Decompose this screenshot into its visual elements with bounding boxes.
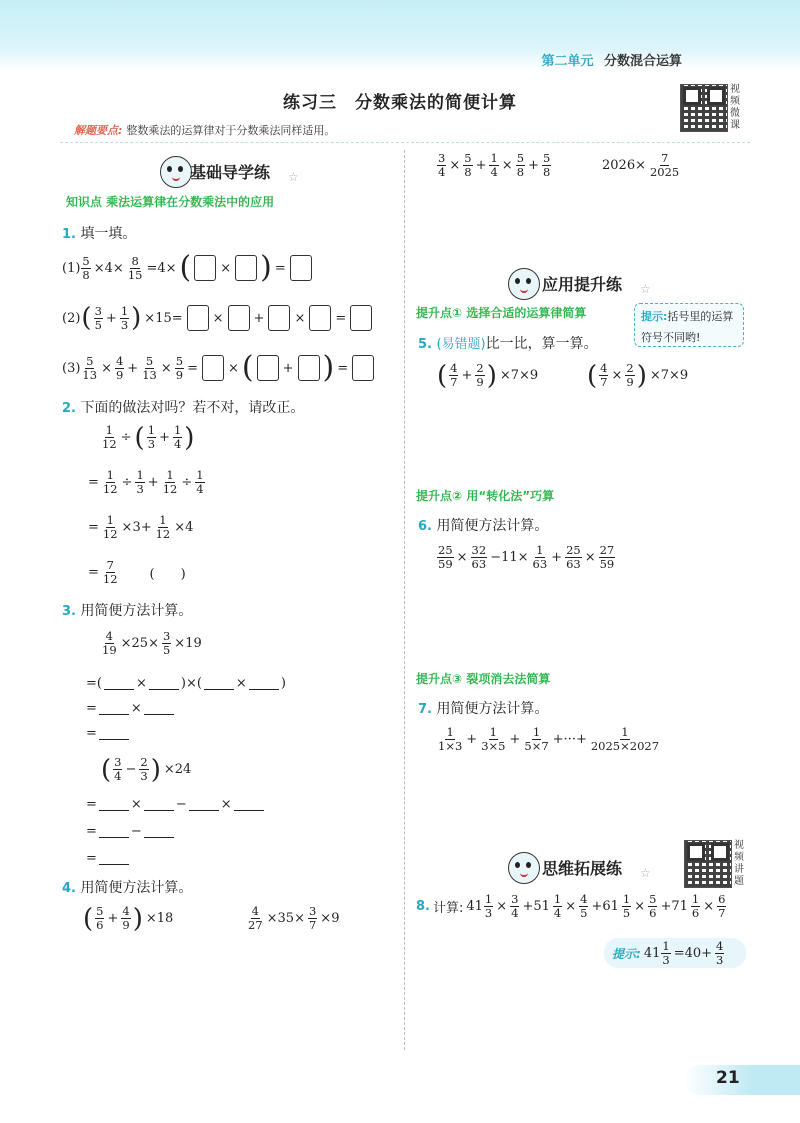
q3b-step2: = − [86,824,176,839]
answer-box[interactable] [257,355,279,381]
tips-text: 整数乘法的运算律对于分数乘法同样适用。 [126,124,336,137]
tip-box: 提示:括号里的运算符号不同哟! [634,303,744,347]
qr-code-video-lesson[interactable] [680,84,728,132]
judgement-paren[interactable]: ( ) [149,567,186,582]
q1-heading: 1. 填一填。 [62,226,137,242]
solution-tips [74,122,335,138]
q4-heading: 4. 用简便方法计算。 [62,880,193,896]
q2-heading: 2. 下面的做法对吗？若不对，请改正。 [62,400,305,416]
answer-box[interactable] [235,255,257,281]
q3a-step2: = × [86,701,176,716]
star-icon: ☆ [640,866,651,880]
q7-expression: $\frac{1}{1\times 3}$ + $\frac{1}{3\times 5}$ + $\frac{1}{5\times 7}$ +···+ $\frac{1}{2025\times 2027}$ [438,725,660,753]
q2-line4: = $\frac{7}{12}$ ( ) [88,558,186,586]
q6-expression: $\frac{25}{59}$ × $\frac{32}{63}$ −11× $\frac{1}{63}$ + $\frac{25}{63}$ × $\frac{27}{59}$ [438,543,615,571]
q4c-expression: $\frac{3}{4}$ × $\frac{5}{8}$ + $\frac{1}{4}$ × $\frac{5}{8}$ + $\frac{5}{8}$ [438,151,551,179]
answer-box[interactable] [228,305,250,331]
q4a-expression: ( $\frac{5}{6}$ + $\frac{4}{9}$ ) ×18 [83,903,174,934]
q4b-expression: $\frac{4}{27}$ ×35× $\frac{3}{7}$ ×9 [248,904,340,932]
q7-heading: 7. 用简便方法计算。 [418,701,549,717]
improve-point-1: 提升点① 选择合适的运算律简算 [416,306,587,320]
improve-point-3: 提升点③ 裂项消去法简算 [416,672,551,686]
q3-heading: 3. 用简便方法计算。 [62,603,193,619]
q3a-step3: = [86,726,131,741]
section-basic: 基础导学练 [190,163,271,182]
unit-number: 第二单元 [541,54,594,69]
star-icon: ☆ [288,170,299,184]
q8-expression: 8. 计算: 41 $\frac{1}{3}$ × $\frac{3}{4}$ +51 $\frac{1}{4}$ × $\frac{4}{5}$ +61 $\frac{1}{5}$ × $\frac{5}{6}$ +71 $\frac{1}{6}$ × $\frac{6}{7}$ [416,892,726,920]
q3b-step1: = × − × [86,797,266,812]
q5b-expression: ( $\frac{4}{7}$ × $\frac{2}{9}$ ) ×7×9 [587,360,689,391]
q5-heading: 5. (易错题)比一比，算一算。 [418,336,598,352]
q3b-expression: ( $\frac{3}{4}$ − $\frac{2}{3}$ ) ×24 [101,754,192,785]
answer-box[interactable] [350,305,372,331]
unit-header [541,50,682,69]
answer-box[interactable] [298,355,320,381]
q1-part1: (1) $\frac{5}{8}$ ×4× $\frac{8}{15}$ =4× ( × ) = [62,252,314,284]
section-apply: 应用提升练 [542,275,623,294]
answer-box[interactable] [202,355,224,381]
hint-box [604,938,746,968]
divider [60,142,750,143]
tips-label: 解题要点: [74,124,123,137]
mascot-icon [508,268,540,300]
hint-expression: 41 $\frac{1}{3}$ =40+ $\frac{4}{3}$ [643,938,724,967]
answer-box[interactable] [309,305,331,331]
q2-line2: = $\frac{1}{12}$ ÷ $\frac{1}{3}$ + $\frac{1}{12}$ ÷ $\frac{1}{4}$ [88,468,204,496]
mascot-icon [508,852,540,884]
q3a-step1: =( × )×( × ) [86,676,286,691]
page-number: 21 [716,1068,740,1088]
q1-part3: (3) $\frac{5}{13}$ × $\frac{4}{9}$ + $\frac{5}{13}$ × $\frac{5}{9}$ = × ( + ) = [62,352,376,384]
mascot-icon [160,156,192,188]
q4d-expression: 2026× $\frac{7}{2025}$ [602,151,680,179]
qr-code-video-explain[interactable] [684,840,732,888]
q2-line1: $\frac{1}{12}$ ÷ ( $\frac{1}{3}$ + $\frac{1}{4}$ ) [102,422,195,453]
hint-label: 提示: [612,946,641,961]
answer-box[interactable] [194,255,216,281]
page-number-band [684,1065,800,1095]
q3b-step3: = [86,851,131,866]
q2-line3: = $\frac{1}{12}$ ×3+ $\frac{1}{12}$ ×4 [88,513,194,541]
star-icon: ☆ [640,282,651,296]
q1-part2: (2) ( $\frac{3}{5}$ + $\frac{1}{3}$ ) ×15= × + × = [62,302,374,334]
unit-topic: 分数混合运算 [603,54,682,69]
qr-label-video-explain: 视频讲题 [734,840,744,887]
improve-point-2: 提升点② 用“转化法”巧算 [416,489,555,503]
q3a-expression: $\frac{4}{19}$ ×25× $\frac{3}{5}$ ×19 [102,629,202,657]
q5a-expression: ( $\frac{4}{7}$ + $\frac{2}{9}$ ) ×7×9 [437,360,539,391]
q6-heading: 6. 用简便方法计算。 [418,518,549,534]
page-title: 练习三 分数乘法的简便计算 [283,93,517,113]
column-divider [404,150,405,1050]
answer-box[interactable] [268,305,290,331]
knowledge-point: 知识点 乘法运算律在分数乘法中的应用 [66,195,275,209]
answer-box[interactable] [352,355,374,381]
qr-label-video-lesson: 视频微课 [730,84,740,131]
section-think: 思维拓展练 [542,859,623,878]
answer-box[interactable] [290,255,312,281]
answer-box[interactable] [187,305,209,331]
